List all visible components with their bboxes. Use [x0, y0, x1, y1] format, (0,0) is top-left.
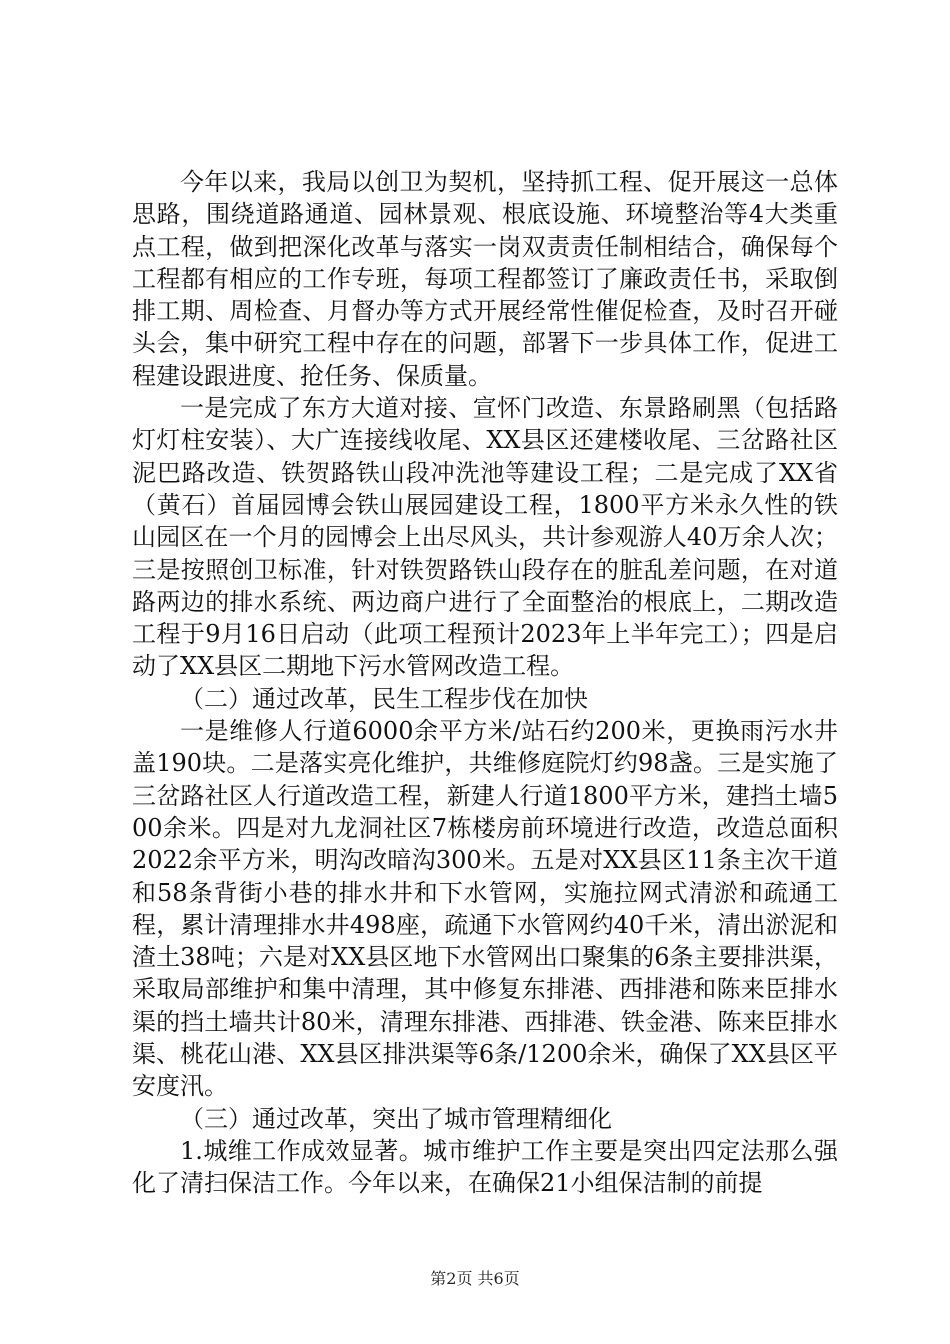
section-heading-livelihood: （二）通过改革，民生工程步伐在加快 [180, 684, 588, 713]
paragraph-project-list: 一是完成了东方大道对接、宣怀门改造、东景路刷黑（包括路灯灯柱安装）、大广连接线收尾、XX县区还建楼收尾、三岔路社区泥巴路改造、铁贺路铁山段冲洗池等建设工程；二是完成了XX省（黄石）首届园博会铁山展园建设工程，1800平方米永久性的铁山园区在一个月的园博会上出尽风头，共计参观游人40万余人次；三是按照创卫标准，针对铁贺路铁山段存在的脏乱差问题，在对道路两边的排水系统、两边商户进行了全面整治的根底上，二期改造工程于9月16日启动（此项工程预计2023年上半年完工）；四是启动了XX县区二期地下污水管网改造工程。 [132, 394, 838, 681]
page-footer [0, 1269, 950, 1289]
paragraph-urban-maintenance: 1.城维工作成效显著。城市维护工作主要是突出四定法那么强化了清扫保洁工作。今年以来，在确保21小组保洁制的前提 [132, 1136, 838, 1198]
section-heading-urban-management: （三）通过改革，突出了城市管理精细化 [180, 1104, 612, 1133]
page-total: 共6页 [477, 1269, 520, 1288]
paragraph-livelihood-details: 一是维修人行道6000余平方米/站石约200米，更换雨污水井盖190块。二是落实亮化维护，共维修庭院灯约98盏。三是实施了三岔路社区人行道改造工程，新建人行道1800平方米，建挡土墙500余米。四是对九龙洞社区7栋楼房前环境进行改造，改造总面积2022余平方米，明沟改暗沟300米。五是对XX县区11条主次干道和58条背街小巷的排水井和下水管网，实施拉网式清淤和疏通工程，累计清理排水井498座，疏通下水管网约40千米，清出淤泥和渣土38吨；六是对XX县区地下水管网出口聚集的6条主要排洪渠，采取局部维护和集中清理，其中修复东排港、西排港和陈来臣排水渠的挡土墙共计80米，清理东排港、西排港、铁金港、陈来臣排水渠、桃花山港、XX县区排洪渠等6条/1200余米，确保了XX县区平安度汛。 [132, 717, 838, 1101]
paragraph-overview: 今年以来，我局以创卫为契机，坚持抓工程、促开展这一总体思路，围绕道路通道、园林景观、根底设施、环境整治等4大类重点工程，做到把深化改革与落实一岗双责责任制相结合，确保每个工程都有相应的工作专班，每项工程都签订了廉政责任书，采取倒排工期、周检查、月督办等方式开展经常性催促检查，及时召开碰头会，集中研究工程中存在的问题，部署下一步具体工作，促进工程建设跟进度、抢任务、保质量。 [132, 168, 838, 390]
page-number: 第2页 [430, 1269, 473, 1288]
document-body [132, 166, 838, 1200]
